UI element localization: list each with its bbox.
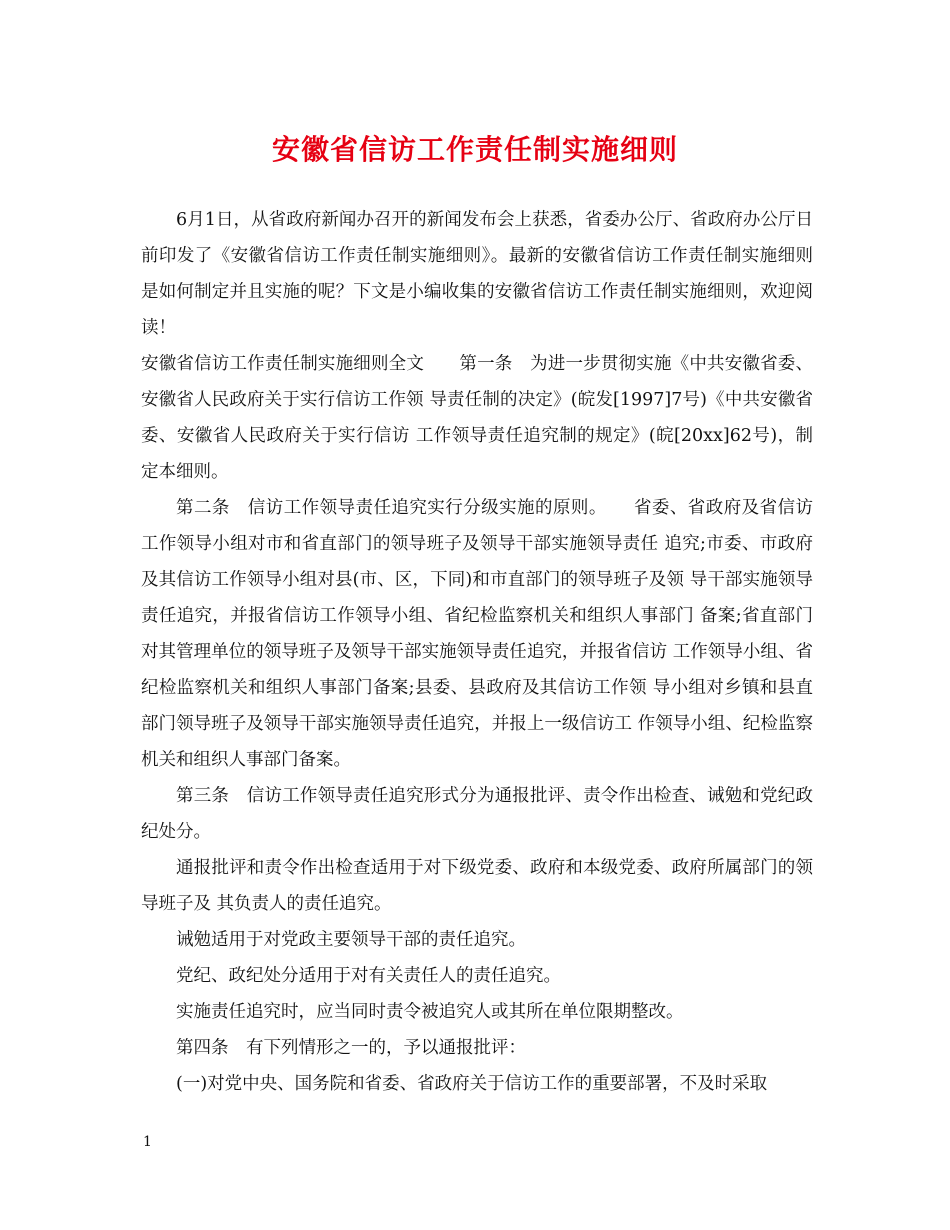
paragraph-admonition: 诫勉适用于对党政主要领导干部的责任追究。 (176, 930, 526, 950)
paragraph-notice-criticism: 通报批评和责令作出检查适用于对下级党委、政府和本级党委、政府所属部门的领导班子及 其负责人的责任追究。 (141, 858, 813, 914)
paragraph-article-3: 第三条 信访工作领导责任追究形式分为通报批评、责令作出检查、诫勉和党纪政 纪处分。 (141, 786, 813, 842)
paragraph-item-1: (一)对党中央、国务院和省委、省政府关于信访工作的重要部署，不及时采取 (176, 1074, 768, 1094)
paragraph-article-4: 第四条 有下列情形之一的，予以通报批评： (176, 1038, 526, 1058)
paragraph-rectification: 实施责任追究时，应当同时责令被追究人或其所在单位限期整改。 (176, 1002, 684, 1022)
paragraph-disciplinary: 党纪、政纪处分适用于对有关责任人的责任追究。 (176, 966, 561, 986)
page-number: 1 (143, 1134, 152, 1150)
document-body (141, 202, 813, 1102)
paragraph-article-1: 安徽省信访工作责任制实施细则全文 第一条 为进一步贯彻实施《中共安徽省委、安徽省人民政府关于实行信访工作领 导责任制的决定》(皖发[1997]7号)《中共安徽省委、安徽省人民政府关于实行信访 工作领导责任追究制的规定》(皖[20xx]62号)，制定本细则。 (141, 354, 813, 482)
paragraph-article-2: 第二条 信访工作领导责任追究实行分级实施的原则。 省委、省政府及省信访工作领导小组对市和省直部门的领导班子及领导干部实施领导责任 追究;市委、市政府及其信访工作领导小组对县(市、区，下同)和市直部门的领导班子及领 导干部实施领导责任追究，并报省信访工作领导小组、省纪检监察机关和组织人事部门 备案;省直部门对其管理单位的领导班子及领导干部实施领导责任追究，并报省信访 工作领导小组、省纪检监察机关和组织人事部门备案;县委、县政府及其信访工作领 导小组对乡镇和县直部门领导班子及领导干部实施领导责任追究，并报上一级信访工 作领导小组、纪检监察机关和组织人事部门备案。 (141, 498, 813, 770)
paragraph-intro: 6月1日，从省政府新闻办召开的新闻发布会上获悉，省委办公厅、省政府办公厅日前印发了《安徽省信访工作责任制实施细则》。最新的安徽省信访工作责任制实施细则是如何制定并且实施的呢？下文是小编收集的安徽省信访工作责任制实施细则，欢迎阅读！ (141, 210, 813, 338)
document-title: 安徽省信访工作责任制实施细则 (271, 133, 678, 166)
